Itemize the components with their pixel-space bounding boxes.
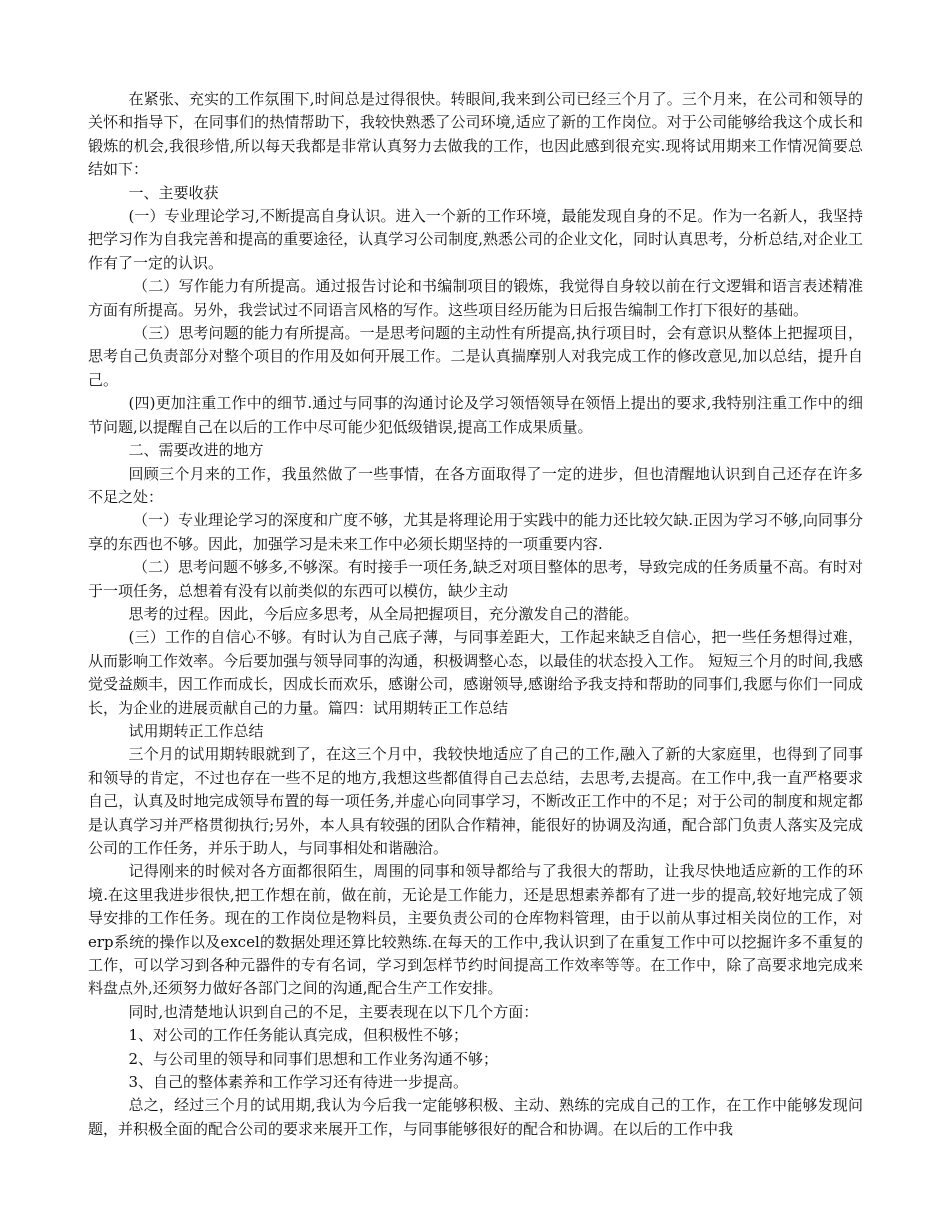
paragraph-improvement-1: （一）专业理论学习的深度和广度不够，尤其是将理论用于实践中的能力还比较欠缺.正因为学习不够,向同事分享的东西也不够。因此，加强学习是未来工作中必须长期坚持的一项重要内容. — [88, 511, 863, 553]
paragraph-improvement-3: (三）工作的自信心不够。有时认为自己底子薄，与同事差距大，工作起来缺乏自信心，把一些任务想得过难，从而影响工作效率。今后要加强与领导同事的沟通，积极调整心态，以最佳的状态投入工作。 短短三个月的时间,我感觉受益颇丰，因工作而成长，因成长而欢乐，感谢公司，感谢领导,感谢给予我支持和帮助的同事们,我愿与你们一同成长，为企业的进展贡献自己的力量。篇四：试用期转正工作总结 — [88, 628, 863, 717]
paragraph-gain-3: （三）思考问题的能力有所提高。一是思考问题的主动性有所提高,执行项目时，会有意识从整体上把握项目，思考自己负责部分对整个项目的作用及如何开展工作。二是认真揣摩别人对我完成工作的修改意见,加以总结，提升自己。 — [88, 324, 863, 389]
paragraph-probation-1: 三个月的试用期转眼就到了，在这三个月中，我较快地适应了自己的工作,融入了新的大家庭里，也得到了同事和领导的肯定，不过也存在一些不足的地方,我想这些都值得自己去总结，去思考,去提高。在工作中,我一直严格要求自己，认真及时地完成领导布置的每一项任务,并虚心向同事学习，不断改正工作中的不足；对于公司的制度和规定都是认真学习并严格贯彻执行;另外，本人具有较强的团队合作精神，能很好的协调及沟通，配合部门负责人落实及完成公司的工作任务，并乐于助人，与同事相处和谐融洽。 — [88, 745, 863, 857]
paragraph-probation-2: 记得刚来的时候对各方面都很陌生，周围的同事和领导都给与了我很大的帮助，让我尽快地适应新的工作的环境.在这里我进步很快,把工作想在前，做在前，无论是工作能力，还是思想素养都有了进一步的提高,较好地完成了领导安排的工作任务。现在的工作岗位是物料员，主要负责公司的仓库物料管理，由于以前从事过相关岗位的工作，对erp系统的操作以及excel的数据处理还算比较熟练.在每天的工作中,我认识到了在重复工作中可以挖掘许多不重复的工作，可以学习到各种元器件的专有名词，学习到怎样节约时间提高工作效率等等。在工作中，除了高要求地完成来料盘点外,还须努力做好各部门之间的沟通,配合生产工作安排。 — [88, 862, 863, 998]
section-heading-probation-summary: 试用期转正工作总结 — [128, 721, 264, 740]
section-heading-main-gains: 一、主要收获 — [128, 183, 219, 202]
paragraph-gain-2: （二）写作能力有所提高。通过报告讨论和书编制项目的锻炼，我觉得自身较以前在行文逻辑和语言表述精准方面有所提高。另外，我尝试过不同语言风格的写作。这些项目经历能为日后报告编制工作打下很好的基础。 — [88, 277, 863, 319]
list-item-shortcoming-3: 3、自己的整体素养和工作学习还有待进一步提高。 — [128, 1073, 469, 1092]
paragraph-improvement-2-continued: 思考的过程。因此，今后应多思考，从全局把握项目，充分激发自己的潜能。 — [128, 604, 639, 623]
paragraph-conclusion: 总之，经过三个月的试用期,我认为今后我一定能够积极、主动、熟练的完成自己的工作，在工作中能够发现问题，并积极全面的配合公司的要求来展开工作，与同事能够很好的配合和协调。在以后的工作中我 — [88, 1096, 863, 1138]
list-item-shortcoming-2: 2、与公司里的领导和同事们思想和工作业务沟通不够； — [128, 1049, 499, 1068]
paragraph-improvement-2: （二）思考问题不够多,不够深。有时接手一项任务,缺乏对项目整体的思考，导致完成的任务质量不高。有时对于一项任务，总想着有没有以前类似的东西可以模仿，缺少主动 — [88, 558, 863, 600]
list-item-shortcoming-1: 1、对公司的工作任务能认真完成，但积极性不够； — [128, 1026, 469, 1045]
document-body — [88, 88, 863, 1141]
paragraph-gain-1: (一）专业理论学习,不断提高自身认识。进入一个新的工作环境，最能发现自身的不足。作为一名新人，我坚持把学习作为自我完善和提高的重要途径，认真学习公司制度,熟悉公司的企业文化，同时认真思考，分析总结,对企业工作有了一定的认识。 — [88, 207, 863, 272]
section-heading-improvements: 二、需要改进的地方 — [128, 441, 264, 460]
paragraph-review: 回顾三个月来的工作，我虽然做了一些事情，在各方面取得了一定的进步，但也清醒地认识到自己还存在许多不足之处： — [88, 464, 863, 506]
paragraph-intro: 在紧张、充实的工作氛围下,时间总是过得很快。转眼间,我来到公司已经三个月了。三个月来，在公司和领导的关怀和指导下，在同事们的热情帮助下，我较快熟悉了公司环境,适应了新的工作岗位。对于公司能够给我这个成长和锻炼的机会,我很珍惜,所以每天我都是非常认真努力去做我的工作，也因此感到很充实.现将试用期来工作情况简要总结如下： — [88, 90, 863, 179]
paragraph-gain-4: (四)更加注重工作中的细节.通过与同事的沟通讨论及学习领悟领导在领悟上提出的要求,我特别注重工作中的细节问题,以提醒自己在以后的工作中尽可能少犯低级错误,提高工作成果质量。 — [88, 394, 863, 436]
paragraph-shortcomings-intro: 同时,也清楚地认识到自己的不足，主要表现在以下几个方面： — [128, 1002, 539, 1021]
